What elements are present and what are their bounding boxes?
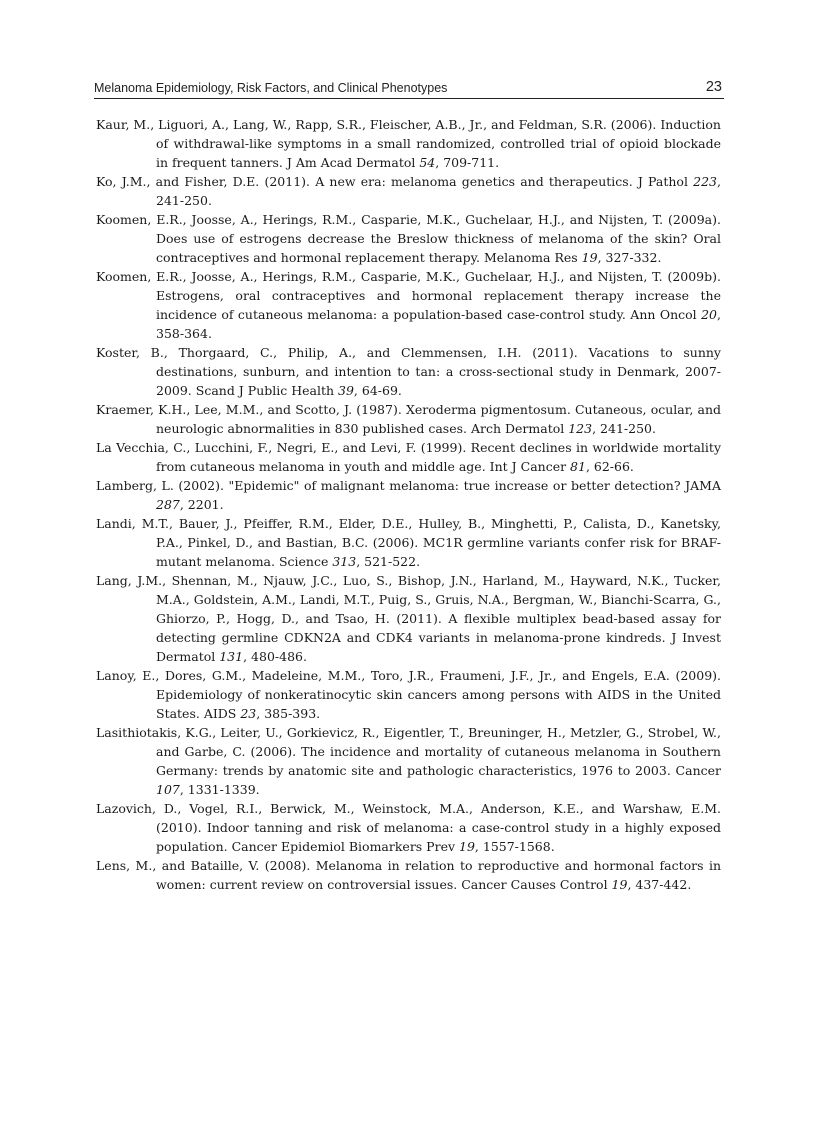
reference-volume: 81 bbox=[570, 459, 586, 474]
reference-volume: 19 bbox=[611, 877, 628, 892]
reference-text: La Vecchia, C., Lucchini, F., Negri, E., and Levi, F. (1999). Recent declines in worldwide mortality from cutaneous melanoma in youth and middle age. Int J Cancer bbox=[96, 440, 721, 474]
reference-pages: , 1557-1568. bbox=[474, 839, 555, 854]
reference-text: Lasithiotakis, K.G., Leiter, U., Gorkievicz, R., Eigentler, T., Breuninger, H., Metzler, G., Strobel, W., and Garbe, C. (2006). The incidence and mortality of cutaneous melanoma in Southern Germany: trends by anatomic site and pathologic characteristics, 1976 to 2003. Cancer bbox=[96, 725, 721, 778]
reference-text: Kraemer, K.H., Lee, M.M., and Scotto, J. (1987). Xeroderma pigmentosum. Cutaneous, ocular, and neurologic abnormalities in 830 published cases. Arch Dermatol bbox=[96, 402, 721, 436]
reference-pages: , 64-69. bbox=[353, 383, 402, 398]
reference-entry bbox=[96, 115, 721, 172]
reference-text: Lamberg, L. (2002). "Epidemic" of malignant melanoma: true increase or better detection? JAMA bbox=[96, 478, 721, 493]
reference-pages: , 241-250. bbox=[592, 421, 656, 436]
reference-entry bbox=[96, 210, 721, 267]
reference-entry bbox=[96, 172, 721, 210]
reference-text: Koomen, E.R., Joosse, A., Herings, R.M., Casparie, M.K., Guchelaar, H.J., and Nijsten, T. (2009a). Does use of estrogens decrease the Breslow thickness of melanoma of the skin? Oral contraceptives and hormonal replacement therapy. Melanoma Res bbox=[96, 212, 721, 265]
reference-volume: 54 bbox=[419, 155, 436, 170]
reference-volume: 313 bbox=[332, 554, 357, 569]
reference-entry bbox=[96, 723, 721, 799]
reference-entry bbox=[96, 343, 721, 400]
reference-entry bbox=[96, 514, 721, 571]
reference-pages: , 358-364. bbox=[156, 307, 721, 341]
reference-entry bbox=[96, 438, 721, 476]
reference-entry bbox=[96, 476, 721, 514]
reference-volume: 19 bbox=[459, 839, 475, 854]
reference-entry bbox=[96, 799, 721, 856]
reference-pages: , 1331-1339. bbox=[179, 782, 260, 797]
reference-volume: 39 bbox=[338, 383, 354, 398]
reference-volume: 223 bbox=[693, 174, 718, 189]
reference-pages: , 709-711. bbox=[435, 155, 500, 170]
reference-volume: 131 bbox=[219, 649, 244, 664]
reference-entry bbox=[96, 666, 721, 723]
reference-pages: , 480-486. bbox=[243, 649, 307, 664]
reference-pages: , 241-250. bbox=[156, 174, 721, 208]
reference-pages: , 521-522. bbox=[356, 554, 421, 569]
reference-text: Koomen, E.R., Joosse, A., Herings, R.M., Casparie, M.K., Guchelaar, H.J., and Nijsten, T. (2009b). Estrogens, oral contraceptives and hormonal replacement therapy increase the incidence of cutaneous melanoma: a population-based case-control study. Ann Oncol bbox=[96, 269, 721, 322]
reference-text: Ko, J.M., and Fisher, D.E. (2011). A new era: melanoma genetics and therapeutics. J Pathol bbox=[96, 174, 694, 189]
reference-text: Lanoy, E., Dores, G.M., Madeleine, M.M., Toro, J.R., Fraumeni, J.F., Jr., and Engels, E.A. (2009). Epidemiology of nonkeratinocytic skin cancers among persons with AIDS in the United States. AIDS bbox=[96, 668, 721, 721]
reference-volume: 19 bbox=[581, 250, 598, 265]
reference-text: Lang, J.M., Shennan, M., Njauw, J.C., Luo, S., Bishop, J.N., Harland, M., Hayward, N.K., Tucker, M.A., Goldstein, A.M., Landi, M.T., Puig, S., Gruis, N.A., Bergman, W., Bianchi-Scarra, G., Ghiorzo, P., Hogg, D., and Tsao, H. (2011). A flexible multiplex bead-based assay for detecting germline CDKN2A and CDK4 variants in melanoma-prone kindreds. J Invest Dermatol bbox=[96, 573, 721, 664]
reference-entry bbox=[96, 267, 721, 343]
reference-text: Landi, M.T., Bauer, J., Pfeiffer, R.M., Elder, D.E., Hulley, B., Minghetti, P., Calista, D., Kanetsky, P.A., Pinkel, D., and Bastian, B.C. (2006). MC1R germline variants confer risk for BRAF-mutant melanoma. Science bbox=[96, 516, 721, 569]
reference-pages: , 385-393. bbox=[256, 706, 321, 721]
reference-pages: , 327-332. bbox=[597, 250, 662, 265]
reference-text: Kaur, M., Liguori, A., Lang, W., Rapp, S.R., Fleischer, A.B., Jr., and Feldman, S.R. (2006). Induction of withdrawal-like symptoms in a small randomized, controlled trial of opioid blockade in frequent tanners. J Am Acad Dermatol bbox=[96, 117, 721, 170]
reference-entry bbox=[96, 400, 721, 438]
reference-pages: , 2201. bbox=[179, 497, 224, 512]
reference-text: Koster, B., Thorgaard, C., Philip, A., and Clemmensen, I.H. (2011). Vacations to sunny destinations, sunburn, and intention to tan: a cross-sectional study in Denmark, 2007-2009. Scand J Public Health bbox=[96, 345, 721, 398]
page-header bbox=[94, 78, 724, 99]
reference-text: Lazovich, D., Vogel, R.I., Berwick, M., Weinstock, M.A., Anderson, K.E., and Warshaw, E.M. (2010). Indoor tanning and risk of melanoma: a case-control study in a highly exposed population. Cancer Epidemiol Biomarkers Prev bbox=[96, 801, 721, 854]
page-number: 23 bbox=[705, 79, 722, 95]
running-title: Melanoma Epidemiology, Risk Factors, and Clinical Phenotypes bbox=[94, 81, 448, 95]
reference-entry bbox=[96, 856, 721, 894]
reference-volume: 107 bbox=[156, 782, 180, 797]
reference-text: Lens, M., and Bataille, V. (2008). Melanoma in relation to reproductive and hormonal factors in women: current review on controversial issues. Cancer Causes Control bbox=[96, 858, 721, 892]
reference-volume: 23 bbox=[240, 706, 257, 721]
reference-pages: , 437-442. bbox=[627, 877, 692, 892]
reference-entry bbox=[96, 571, 721, 666]
reference-list bbox=[96, 115, 721, 894]
reference-volume: 20 bbox=[701, 307, 718, 322]
reference-pages: , 62-66. bbox=[585, 459, 634, 474]
reference-volume: 287 bbox=[156, 497, 180, 512]
reference-volume: 123 bbox=[568, 421, 593, 436]
